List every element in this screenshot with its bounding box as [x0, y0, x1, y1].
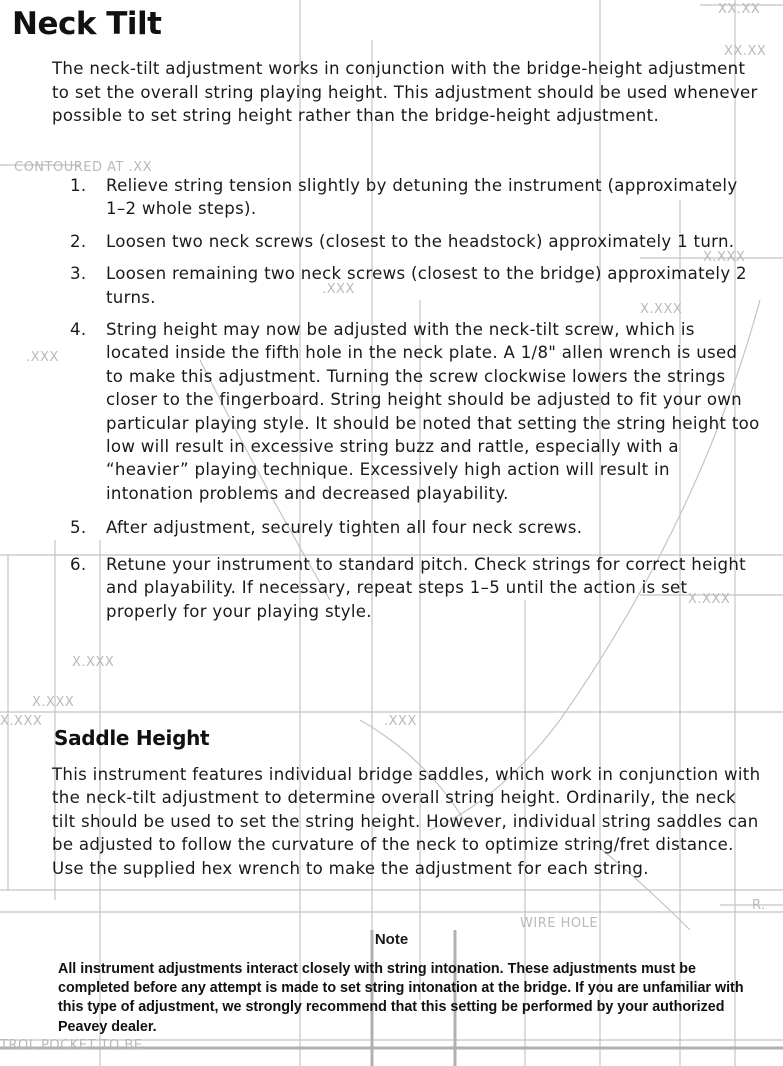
list-item	[70, 174, 760, 221]
step-number: 5.	[70, 518, 87, 538]
drawing-label: TROL POCKET TO BE	[0, 1038, 143, 1053]
drawing-label: X.XXX	[640, 302, 683, 317]
step-text: Retune your instrument to standard pitch. Check strings for correct height and playability. If necessary, repeat steps 1–5 until the action is set properly for your playing style.	[106, 554, 746, 621]
step-text: Relieve string tension slightly by detuning the instrument (approximately 1–2 whole steps).	[106, 176, 738, 219]
page-title: Neck Tilt	[12, 6, 162, 42]
saddle-paragraph: This instrument features individual bridge saddles, which work in conjunction with the neck-tilt adjustment to determine overall string height. Ordinarily, the neck tilt should be used to set the string height. However, individual string saddles can be adjusted to follow the curvature of the neck to optimize string/fret distance. Use the supplied hex wrench to make the adjustment for each string.	[52, 765, 761, 878]
drawing-label: X.XXX	[688, 592, 731, 607]
list-item	[70, 230, 760, 253]
drawing-label: XX.XX	[724, 44, 767, 59]
drawing-label: XX.XX	[718, 2, 761, 17]
section-heading-saddle-height: Saddle Height	[54, 726, 210, 750]
step-number: 1.	[70, 176, 87, 195]
list-item	[70, 553, 760, 623]
list-item	[70, 262, 760, 309]
list-item	[70, 516, 760, 539]
note-body: All instrument adjustments interact closely with string intonation. These adjustments must be completed before any attempt is made to set string intonation at the bridge. If you are unfamiliar with this type of adjustment, we strongly recommend that this setting be performed by your authorized Peavey dealer.	[58, 961, 744, 1035]
drawing-label: .XXX	[384, 714, 417, 729]
drawing-label: X.XXX	[0, 714, 43, 729]
note-title: Note	[374, 931, 409, 948]
drawing-label: R.	[752, 898, 766, 913]
drawing-label: .XXX	[322, 282, 355, 297]
step-text: Loosen remaining two neck screws (closest to the bridge) approximately 2 turns.	[106, 264, 747, 307]
drawing-label: X.XXX	[32, 695, 75, 710]
intro-paragraph: The neck-tilt adjustment works in conjunction with the bridge-height adjustment to set the overall string playing height. This adjustment should be used whenever possible to set string height rather than the bridge-height adjustment.	[52, 59, 758, 125]
list-item	[70, 318, 760, 505]
step-text: String height may now be adjusted with the neck-tilt screw, which is located inside the fifth hole in the neck plate. A 1/8" allen wrench is used to make this adjustment. Turning the screw clockwise lowers the strings closer to the fingerboard. String height should be adjusted to fit your own particular playing style. It should be noted that setting the string height too low will result in excessive string buzz and rattle, especially with a “heavier” playing technique. Excessively high action will result in intonation problems and decreased playability.	[106, 320, 760, 503]
drawing-label: X.XXX	[703, 250, 746, 265]
step-number: 2.	[70, 231, 87, 251]
drawing-label: X.XXX	[72, 655, 115, 670]
step-number: 6.	[70, 554, 87, 574]
drawing-label: .XXX	[26, 350, 59, 365]
drawing-label: CONTOURED AT .XX	[14, 160, 153, 175]
step-text: After adjustment, securely tighten all four neck screws.	[106, 518, 583, 538]
step-number: 3.	[70, 264, 87, 284]
step-text: Loosen two neck screws (closest to the headstock) approximately 1 turn.	[106, 231, 735, 251]
step-number: 4.	[70, 320, 87, 340]
adjustment-steps-list	[70, 174, 760, 623]
drawing-label: WIRE HOLE	[520, 916, 599, 931]
